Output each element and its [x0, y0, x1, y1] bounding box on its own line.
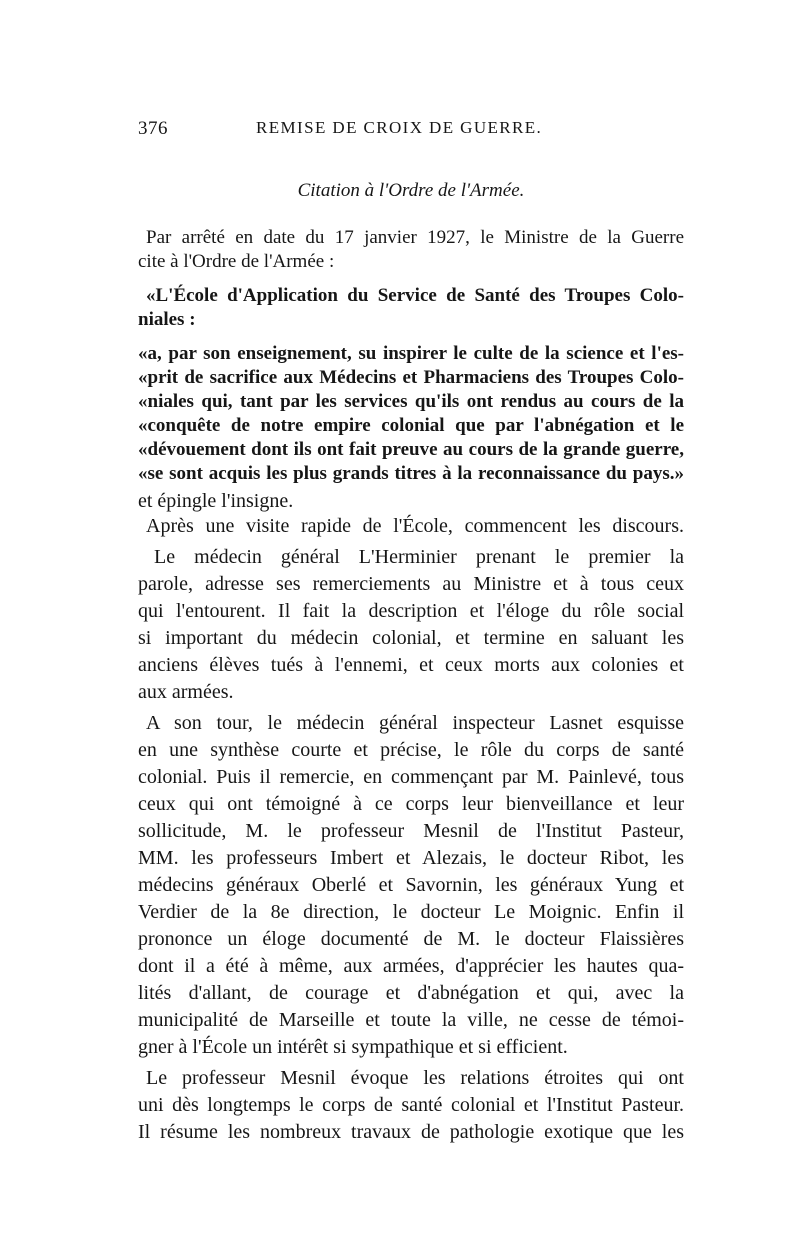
text-line: municipalité de Marseille et toute la ville, ne cesse de témoi- — [138, 1009, 684, 1031]
text-line: «conquête de notre empire colonial que par l'abnégation et le — [138, 415, 684, 436]
text-line: Le professeur Mesnil évoque les relations étroites qui ont — [146, 1067, 684, 1089]
text-line: et épingle l'insigne. — [138, 490, 294, 512]
text-line: «se sont acquis les plus grands titres à la reconnaissance du pays.» — [138, 463, 684, 484]
text-line: colonial. Puis il remercie, en commençant par M. Painlevé, tous — [138, 766, 684, 788]
text-line: qui l'entourent. Il fait la description et l'éloge du rôle social — [138, 600, 684, 622]
text-line: Verdier de la 8e direction, le docteur Le Moignic. Enfin il — [138, 901, 684, 923]
text-line: «dévouement dont ils ont fait preuve au cours de la grande guerre, — [138, 439, 684, 460]
text-line: cite à l'Ordre de l'Armée : — [138, 251, 335, 272]
text-line: si important du médecin colonial, et termine en saluant les — [138, 627, 684, 649]
text-line: MM. les professeurs Imbert et Alezais, le docteur Ribot, les — [138, 847, 684, 869]
text-line: lités d'allant, de courage et d'abnégation et qui, avec la — [138, 982, 684, 1004]
text-line: «a, par son enseignement, su inspirer le culte de la science et l'es- — [138, 343, 684, 364]
text-line: anciens élèves tués à l'ennemi, et ceux morts aux colonies et — [138, 654, 684, 676]
text-line: gner à l'École un intérêt si sympathique et si efficient. — [138, 1036, 568, 1058]
page-number: 376 — [138, 118, 168, 139]
text-line: médecins généraux Oberlé et Savornin, les généraux Yung et — [138, 874, 684, 896]
text-line: A son tour, le médecin général inspecteur Lasnet esquisse — [146, 712, 684, 734]
text-line: «prit de sacrifice aux Médecins et Pharmaciens des Troupes Colo- — [138, 367, 684, 388]
text-line: Le médecin général L'Herminier prenant le premier la — [154, 546, 684, 568]
text-line: aux armées. — [138, 681, 234, 703]
section-heading: Citation à l'Ordre de l'Armée. — [297, 180, 525, 201]
text-line: parole, adresse ses remerciements au Ministre et à tous ceux — [138, 573, 684, 595]
text-line: en une synthèse courte et précise, le rôle du corps de santé — [138, 739, 684, 761]
text-line: «niales qui, tant par les services qu'ils ont rendus au cours de la — [138, 391, 684, 412]
text-line: sollicitude, M. le professeur Mesnil de l'Institut Pasteur, — [138, 820, 684, 842]
text-line: uni dès longtemps le corps de santé colonial et l'Institut Pasteur. — [138, 1094, 684, 1116]
running-head — [138, 118, 684, 142]
text-line: niales : — [138, 309, 196, 330]
text-line: Par arrêté en date du 17 janvier 1927, le Ministre de la Guerre — [146, 227, 684, 248]
text-line: Après une visite rapide de l'École, commencent les discours. — [146, 515, 684, 537]
text-line: «L'École d'Application du Service de Santé des Troupes Colo- — [146, 285, 684, 306]
running-title: REMISE DE CROIX DE GUERRE. — [256, 118, 543, 137]
text-line: ceux qui ont témoigné à ce corps leur bienveillance et leur — [138, 793, 684, 815]
text-line: Il résume les nombreux travaux de pathologie exotique que les — [138, 1121, 684, 1143]
text-line: dont il a été à même, aux armées, d'apprécier les hautes qua- — [138, 955, 684, 977]
text-line: prononce un éloge documenté de M. le docteur Flaissières — [138, 928, 684, 950]
